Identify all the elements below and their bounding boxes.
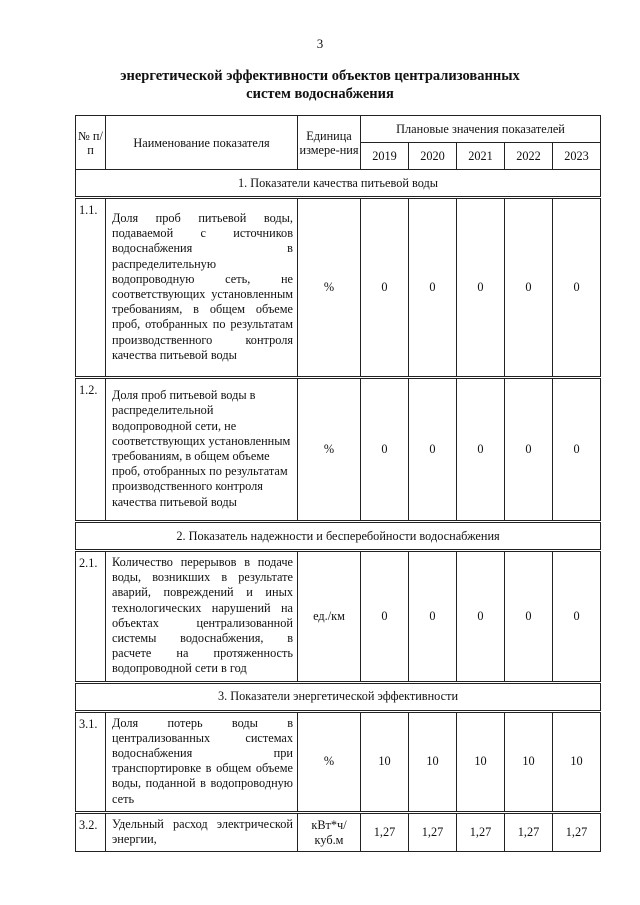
row-value: 10: [409, 711, 457, 812]
row-value: 0: [553, 378, 601, 522]
row-value: 0: [553, 551, 601, 683]
row-value: 0: [409, 198, 457, 378]
row-name: Доля потерь воды в централизованных системах водоснабжения при транспортировке в общем объеме воды, поданной в водопроводную сеть: [106, 711, 298, 812]
row-value: 10: [505, 711, 553, 812]
table-row: [76, 551, 601, 683]
row-value: 1,27: [505, 812, 553, 851]
header-year: 2019: [361, 143, 409, 170]
table-row: [76, 711, 601, 812]
indicators-table: [75, 115, 601, 852]
row-num: 1.1.: [76, 198, 106, 378]
row-value: 0: [409, 551, 457, 683]
table-row: [76, 378, 601, 522]
row-value: 1,27: [409, 812, 457, 851]
title-line-1: энергетической эффективности объектов централизованных: [120, 68, 520, 84]
row-value: 0: [361, 198, 409, 378]
row-num: 1.2.: [76, 378, 106, 522]
row-value: 0: [505, 198, 553, 378]
document-title: [0, 67, 640, 103]
row-value: 0: [361, 551, 409, 683]
header-num: № п/п: [76, 116, 106, 170]
section-title: 1. Показатели качества питьевой воды: [76, 170, 601, 198]
row-num: 2.1.: [76, 551, 106, 683]
table-row: [76, 198, 601, 378]
row-unit: %: [298, 378, 361, 522]
row-name: Доля проб питьевой воды, подаваемой с источников водоснабжения в распределительную водопроводную сеть, не соответствующих установленным требованиям, в общем объеме проб, отобранных по результатам производственного контроля качества питьевой воды: [106, 198, 298, 378]
row-name: Удельный расход электрической энергии,: [106, 812, 298, 851]
row-value: 0: [457, 378, 505, 522]
header-plan: Плановые значения показателей: [361, 116, 601, 143]
section-title: 3. Показатели энергетической эффективности: [76, 682, 601, 711]
row-value: 10: [457, 711, 505, 812]
title-line-2: систем водоснабжения: [246, 86, 394, 102]
row-value: 1,27: [361, 812, 409, 851]
row-unit: %: [298, 711, 361, 812]
header-unit: Единица измере-ния: [298, 116, 361, 170]
row-value: 0: [457, 551, 505, 683]
row-value: 1,27: [553, 812, 601, 851]
row-value: 10: [361, 711, 409, 812]
row-value: 10: [553, 711, 601, 812]
row-value: 0: [409, 378, 457, 522]
row-value: 0: [553, 198, 601, 378]
page-number: 3: [316, 36, 324, 51]
section-title: 2. Показатель надежности и бесперебойности водоснабжения: [76, 522, 601, 551]
header-year: 2023: [553, 143, 601, 170]
row-value: 1,27: [457, 812, 505, 851]
header-year: 2022: [505, 143, 553, 170]
row-num: 3.1.: [76, 711, 106, 812]
header-year: 2021: [457, 143, 505, 170]
header-year: 2020: [409, 143, 457, 170]
row-unit: %: [298, 198, 361, 378]
row-value: 0: [361, 378, 409, 522]
row-name: Количество перерывов в подаче воды, возникших в результате аварий, повреждений и иных технологических нарушений на объектах централизованной системы водоснабжения, в расчете на протяженность водопроводной сети в год: [106, 551, 298, 683]
row-num: 3.2.: [76, 812, 106, 851]
row-name: Доля проб питьевой воды в распределительной водопроводной сети, не соответствующих установленным требованиям, в общем объеме проб, отобранных по результатам производственного контроля качества питьевой воды: [106, 378, 298, 522]
table-row: [76, 812, 601, 851]
row-unit: кВт*ч/ куб.м: [298, 812, 361, 851]
row-value: 0: [457, 198, 505, 378]
row-unit: ед./км: [298, 551, 361, 683]
row-value: 0: [505, 378, 553, 522]
row-value: 0: [505, 551, 553, 683]
header-name: Наименование показателя: [106, 116, 298, 170]
